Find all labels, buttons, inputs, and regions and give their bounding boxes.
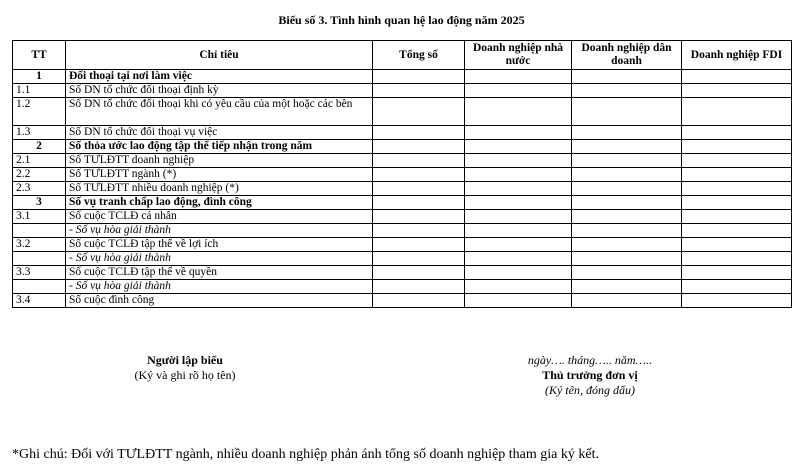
table-row [13, 140, 792, 154]
row-dn-fdi-cell[interactable] [682, 168, 792, 182]
row-dn-fdi-cell[interactable] [682, 154, 792, 168]
table-row [13, 210, 792, 224]
row-dn-dan-doanh-cell[interactable] [572, 70, 682, 84]
row-dn-dan-doanh-cell[interactable] [572, 266, 682, 280]
row-label-cell: Số vụ tranh chấp lao động, đình công [66, 196, 373, 210]
head-of-unit-note: (Ký tên, đóng dấu) [545, 383, 635, 397]
row-dn-nha-nuoc-cell[interactable] [465, 168, 572, 182]
row-dn-fdi-cell[interactable] [682, 252, 792, 266]
row-dn-dan-doanh-cell[interactable] [572, 210, 682, 224]
table-row [13, 294, 792, 308]
row-dn-nha-nuoc-cell[interactable] [465, 140, 572, 154]
head-of-unit-title: Thủ trưởng đơn vị [542, 368, 638, 382]
header-tt: TT [13, 41, 66, 70]
row-tong-so-cell[interactable] [373, 252, 465, 266]
table-row [13, 252, 792, 266]
row-dn-dan-doanh-cell[interactable] [572, 182, 682, 196]
date-line: ngày…. tháng….. năm….. [527, 353, 653, 367]
table-row [13, 168, 792, 182]
row-dn-dan-doanh-cell[interactable] [572, 224, 682, 238]
head-of-unit-signature-block [480, 353, 700, 398]
labor-relations-table [12, 40, 792, 308]
row-tt-cell [13, 252, 66, 266]
row-dn-fdi-cell[interactable] [682, 140, 792, 154]
row-dn-dan-doanh-cell[interactable] [572, 280, 682, 294]
table-row [13, 280, 792, 294]
row-tong-so-cell[interactable] [373, 196, 465, 210]
row-dn-nha-nuoc-cell[interactable] [465, 84, 572, 98]
row-dn-fdi-cell[interactable] [682, 126, 792, 140]
table-row [13, 266, 792, 280]
header-dn-fdi: Doanh nghiệp FDI [682, 41, 792, 70]
table-row [13, 126, 792, 140]
row-label-cell: Số DN tổ chức đối thoại định kỳ [66, 84, 373, 98]
row-tt-cell: 2 [13, 140, 66, 154]
row-tt-cell: 2.2 [13, 168, 66, 182]
row-dn-dan-doanh-cell[interactable] [572, 140, 682, 154]
row-dn-nha-nuoc-cell[interactable] [465, 126, 572, 140]
table-row [13, 238, 792, 252]
row-dn-dan-doanh-cell[interactable] [572, 98, 682, 126]
table-row [13, 84, 792, 98]
row-tt-cell: 1.1 [13, 84, 66, 98]
row-dn-dan-doanh-cell[interactable] [572, 154, 682, 168]
table-row [13, 224, 792, 238]
row-dn-dan-doanh-cell[interactable] [572, 252, 682, 266]
row-tt-cell: 3.2 [13, 238, 66, 252]
row-label-cell: Số cuộc TCLĐ cá nhân [66, 210, 373, 224]
row-dn-nha-nuoc-cell[interactable] [465, 70, 572, 84]
row-tt-cell: 3 [13, 196, 66, 210]
row-dn-nha-nuoc-cell[interactable] [465, 182, 572, 196]
header-tong-so: Tổng số [373, 41, 465, 70]
header-dn-dan-doanh: Doanh nghiệp dân doanh [572, 41, 682, 70]
row-tong-so-cell[interactable] [373, 280, 465, 294]
row-dn-fdi-cell[interactable] [682, 182, 792, 196]
row-dn-dan-doanh-cell[interactable] [572, 126, 682, 140]
row-dn-nha-nuoc-cell[interactable] [465, 238, 572, 252]
row-dn-fdi-cell[interactable] [682, 196, 792, 210]
row-label-cell: Số thỏa ước lao động tập thể tiếp nhận trong năm [66, 140, 373, 154]
row-dn-nha-nuoc-cell[interactable] [465, 280, 572, 294]
preparer-title: Người lập biểu [147, 353, 223, 367]
row-tt-cell: 2.1 [13, 154, 66, 168]
row-dn-fdi-cell[interactable] [682, 224, 792, 238]
table-header-row [13, 41, 792, 70]
row-tt-cell: 1.3 [13, 126, 66, 140]
row-dn-dan-doanh-cell[interactable] [572, 168, 682, 182]
table-row [13, 154, 792, 168]
row-dn-nha-nuoc-cell[interactable] [465, 154, 572, 168]
row-label-cell: - Số vụ hòa giải thành [66, 280, 373, 294]
row-label-cell: Số TƯLĐTT nhiều doanh nghiệp (*) [66, 182, 373, 196]
row-dn-nha-nuoc-cell[interactable] [465, 196, 572, 210]
row-tong-so-cell[interactable] [373, 224, 465, 238]
table-row [13, 182, 792, 196]
row-dn-dan-doanh-cell[interactable] [572, 84, 682, 98]
row-dn-dan-doanh-cell[interactable] [572, 196, 682, 210]
row-label-cell: - Số vụ hòa giải thành [66, 252, 373, 266]
row-label-cell: Số cuộc TCLĐ tập thể về lợi ích [66, 238, 373, 252]
row-dn-nha-nuoc-cell[interactable] [465, 266, 572, 280]
footnote: *Ghi chú: Đối với TƯLĐTT ngành, nhiều doanh nghiệp phản ánh tổng số doanh nghiệp tham gia ký kết. [12, 447, 599, 462]
row-dn-dan-doanh-cell[interactable] [572, 238, 682, 252]
preparer-note: (Ký và ghi rõ họ tên) [134, 368, 236, 382]
row-dn-nha-nuoc-cell[interactable] [465, 224, 572, 238]
header-dn-nha-nuoc: Doanh nghiệp nhà nước [465, 41, 572, 70]
row-tong-so-cell[interactable] [373, 98, 465, 126]
row-label-cell: - Số vụ hòa giải thành [66, 224, 373, 238]
row-dn-nha-nuoc-cell[interactable] [465, 294, 572, 308]
row-dn-fdi-cell[interactable] [682, 84, 792, 98]
row-tt-cell: 3.3 [13, 266, 66, 280]
row-label-cell: Số TƯLĐTT doanh nghiệp [66, 154, 373, 168]
row-tt-cell: 3.1 [13, 210, 66, 224]
row-tong-so-cell[interactable] [373, 140, 465, 154]
row-dn-nha-nuoc-cell[interactable] [465, 252, 572, 266]
row-tong-so-cell[interactable] [373, 126, 465, 140]
row-dn-nha-nuoc-cell[interactable] [465, 98, 572, 126]
report-title: Biểu số 3. Tình hình quan hệ lao động năm 2025 [278, 13, 525, 27]
row-tt-cell: 1.2 [13, 98, 66, 126]
row-tong-so-cell[interactable] [373, 210, 465, 224]
row-tong-so-cell[interactable] [373, 182, 465, 196]
row-label-cell: Số TƯLĐTT ngành (*) [66, 168, 373, 182]
table-row [13, 70, 792, 84]
row-dn-fdi-cell[interactable] [682, 294, 792, 308]
row-tong-so-cell[interactable] [373, 84, 465, 98]
row-tong-so-cell[interactable] [373, 238, 465, 252]
row-dn-fdi-cell[interactable] [682, 70, 792, 84]
row-label-cell: Số DN tổ chức đối thoại vụ việc [66, 126, 373, 140]
row-dn-fdi-cell[interactable] [682, 238, 792, 252]
row-dn-fdi-cell[interactable] [682, 98, 792, 126]
row-tt-cell [13, 280, 66, 294]
row-tong-so-cell[interactable] [373, 168, 465, 182]
row-tong-so-cell[interactable] [373, 266, 465, 280]
table-row [13, 98, 792, 126]
row-tong-so-cell[interactable] [373, 70, 465, 84]
preparer-signature-block [80, 353, 290, 383]
row-label-cell: Số DN tổ chức đối thoại khi có yêu cầu của một hoặc các bên [66, 98, 373, 126]
row-label-cell: Số cuộc đình công [66, 294, 373, 308]
row-label-cell: Đối thoại tại nơi làm việc [66, 70, 373, 84]
row-dn-fdi-cell[interactable] [682, 266, 792, 280]
row-label-cell: Số cuộc TCLĐ tập thể về quyền [66, 266, 373, 280]
row-dn-nha-nuoc-cell[interactable] [465, 210, 572, 224]
row-tt-cell: 1 [13, 70, 66, 84]
row-dn-fdi-cell[interactable] [682, 280, 792, 294]
row-tt-cell: 2.3 [13, 182, 66, 196]
row-tt-cell [13, 224, 66, 238]
table-row [13, 196, 792, 210]
row-tt-cell: 3.4 [13, 294, 66, 308]
row-tong-so-cell[interactable] [373, 154, 465, 168]
header-chi-tieu: Chỉ tiêu [66, 41, 373, 70]
row-dn-dan-doanh-cell[interactable] [572, 294, 682, 308]
table-body [13, 70, 792, 308]
row-dn-fdi-cell[interactable] [682, 210, 792, 224]
row-tong-so-cell[interactable] [373, 294, 465, 308]
